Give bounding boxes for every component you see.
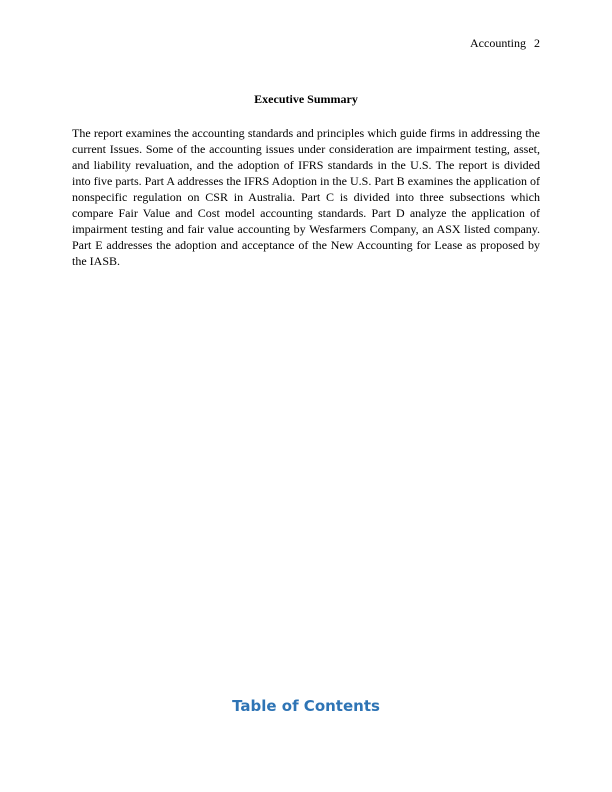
running-header-title: Accounting bbox=[470, 36, 526, 50]
page-number: 2 bbox=[534, 36, 540, 50]
executive-summary-paragraph: The report examines the accounting standards and principles which guide firms in addressing the current Issues. Some of the accounting issues under consideration are impairment testing, asset, and liability revaluation, and the adoption of IFRS standards in the U.S. The report is divided into five parts. Part A addresses the IFRS Adoption in the U.S. Part B examines the application of nonspecific regulation on CSR in Australia. Part C is divided into three subsections which compare Fair Value and Cost model accounting standards. Part D analyze the application of impairment testing and fair value accounting by Wesfarmers Company, an ASX listed company. Part E addresses the adoption and acceptance of the New Accounting for Lease as proposed by the IASB. bbox=[72, 126, 540, 268]
table-of-contents-heading: Table of Contents bbox=[232, 697, 380, 715]
running-header bbox=[470, 36, 540, 50]
executive-summary-heading: Executive Summary bbox=[254, 92, 358, 106]
